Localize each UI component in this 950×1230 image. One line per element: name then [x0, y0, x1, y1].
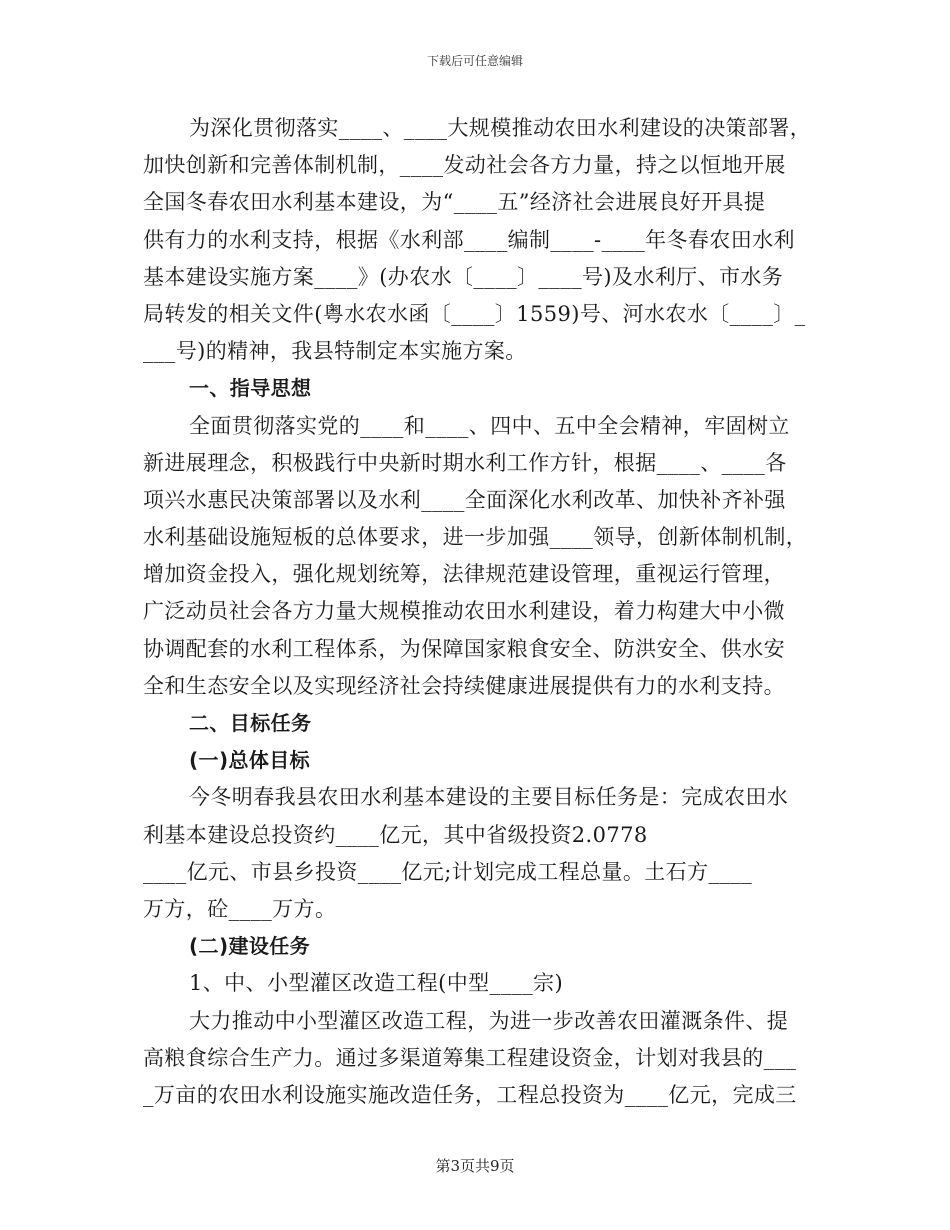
- paragraph-line: ___号)的精神，我县特制定本实施方案。: [143, 339, 527, 364]
- page-number: 第3页共9页: [435, 1157, 515, 1175]
- paragraph-line: 全面贯彻落实党的____和____、四中、五中全会精神，牢固树立: [189, 413, 790, 438]
- subsection-heading-construction-tasks: (二)建设任务: [189, 934, 311, 959]
- paragraph-line: 新进展理念，积极践行中央新时期水利工作方针，根据____、____各: [143, 450, 787, 475]
- paragraph-line: 万方，砼____万方。: [143, 896, 337, 921]
- paragraph-line: 大力推动中小型灌区改造工程，为进一步改善农田灌溉条件、提: [189, 1008, 789, 1033]
- paragraph-line: 全国冬春农田水利基本建设，为“____五”经济社会进展良好开具提: [143, 190, 766, 215]
- item-heading-irrigation-renovation: 1、中、小型灌区改造工程(中型____宗): [189, 971, 564, 996]
- paragraph-line: 供有力的水利支持，根据《水利部____编制____-____年冬春农田水利: [143, 227, 795, 252]
- section-heading-goals-tasks: 二、目标任务: [189, 711, 312, 735]
- paragraph-line: 利基本建设总投资约____亿元，其中省级投资2.0778: [143, 822, 648, 847]
- paragraph-line: 增加资金投入，强化规划统筹，法律规范建设管理，重视运行管理，: [143, 562, 785, 587]
- paragraph-line: 广泛动员社会各方力量大规模推动农田水利建设，着力构建大中小微: [143, 599, 785, 624]
- subsection-heading-overall-goal: (一)总体目标: [189, 748, 311, 773]
- paragraph-line: _万亩的农田水利设施实施改造任务，工程总投资为____亿元，完成三: [143, 1082, 797, 1107]
- paragraph-line: 协调配套的水利工程体系，为保障国家粮食安全、防洪安全、供水安: [143, 636, 785, 661]
- paragraph-line: ____亿元、市县乡投资____亿元;计划完成工程总量。土石方____: [143, 859, 753, 884]
- document-body: [143, 110, 810, 1114]
- paragraph-line: 高粮食综合生产力。通过多渠道筹集工程建设资金，计划对我县的___: [143, 1045, 797, 1070]
- paragraph-line: 局转发的相关文件(粤水农水函〔____〕1559)号、河水农水〔____〕_: [143, 301, 806, 326]
- paragraph-line: 项兴水惠民决策部署以及水利____全面深化水利改革、加快补齐补强: [143, 487, 786, 512]
- paragraph-line: 基本建设实施方案____》(办农水〔____〕____号)及水利厅、市水务: [143, 264, 784, 289]
- paragraph-line: 今冬明春我县农田水利基本建设的主要目标任务是：完成农田水: [189, 785, 789, 810]
- paragraph-line: 加快创新和完善体制机制，____发动社会各方力量，持之以恒地开展: [143, 153, 786, 178]
- paragraph-line: 全和生态安全以及实现经济社会持续健康进展提供有力的水利支持。: [143, 673, 785, 698]
- section-heading-guiding-ideology: 一、指导思想: [189, 376, 312, 401]
- page-header-note: 下载后可任意编辑: [426, 54, 523, 68]
- paragraph-line: 为深化贯彻落实____、____大规模推动农田水利建设的决策部署，: [189, 116, 812, 140]
- paragraph-line: 水利基础设施短板的总体要求，进一步加强____领导，创新体制机制，: [143, 525, 808, 550]
